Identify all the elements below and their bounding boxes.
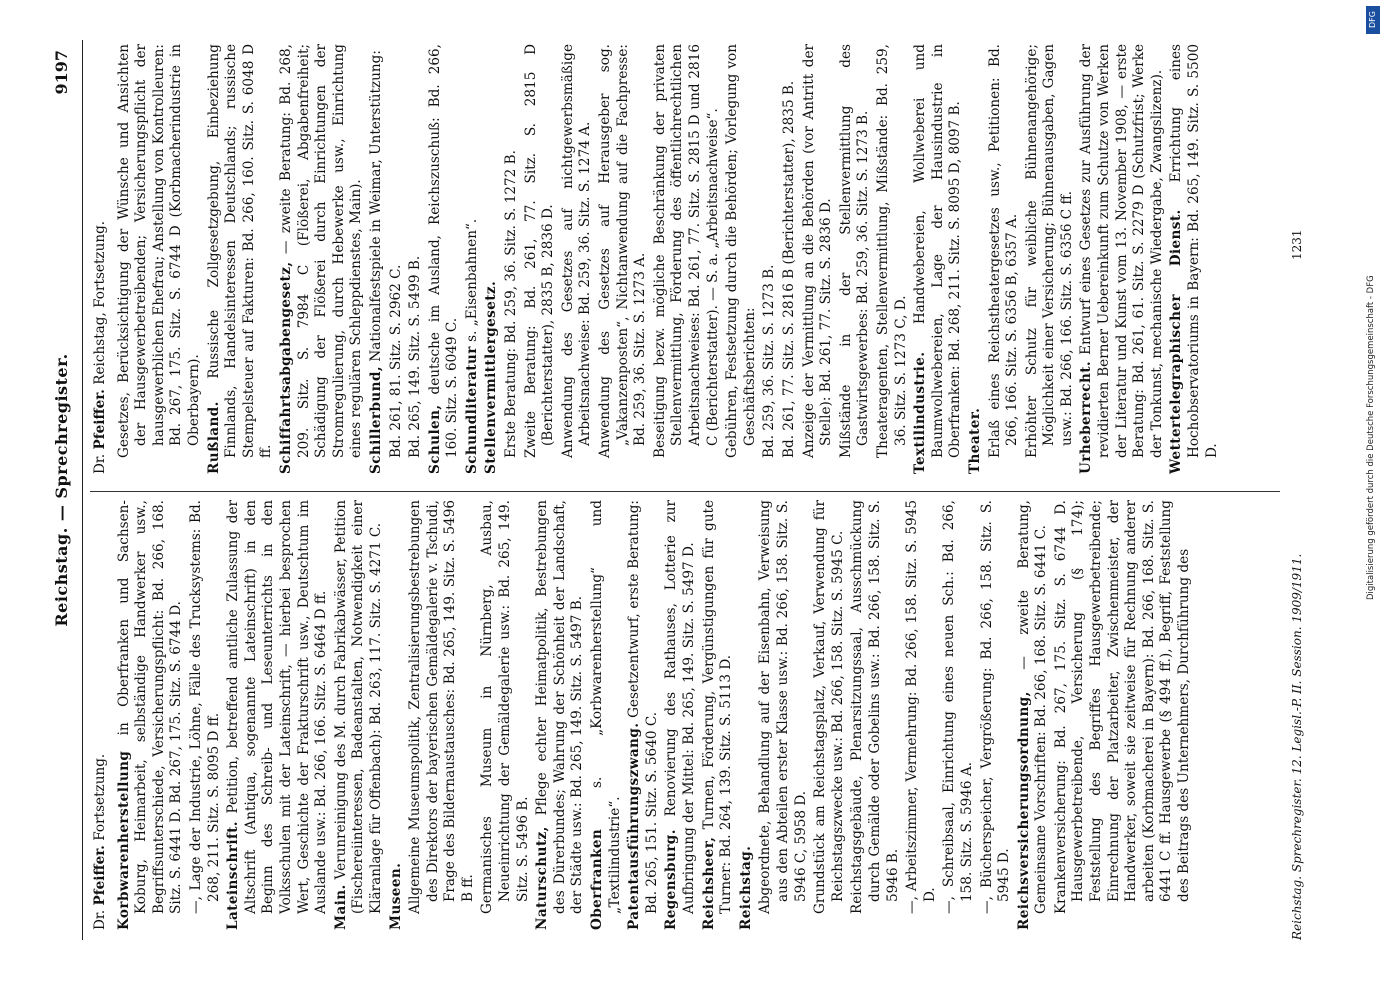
- entry-text: in Oberfranken und Sachsen-Koburg, Heimarbeit, selbständige Handwerker usw., Begriffsunterschiede, Versicherungspflicht: Bd. 266, 168. Sitz. S. 6441 D. Bd. 267, 175. Sitz. S. 6744 D.: [115, 500, 185, 914]
- continuation-label: Reichstag, Fortsetzung.: [92, 220, 108, 385]
- entry-keyword: Textilindustrie.: [912, 351, 929, 474]
- entry-text: Erste Beratung: Bd. 259, 36. Sitz. S. 1272 B.: [503, 150, 520, 458]
- index-entry: [967, 44, 985, 474]
- entry-keyword: Reichstag.: [737, 845, 754, 930]
- index-entry: [597, 44, 650, 474]
- entry-text: Nationalfestspiele in Weimar, Unterstützung:: [367, 50, 384, 366]
- entry-text: Anwendung des Gesetzes auf Herausgeber sog. „Vakanzenposten“, Nichtanwendung auf die Fachpresse: Bd. 259, 36. Sitz. S. 1273 A.: [597, 44, 649, 458]
- index-entry: [838, 44, 873, 474]
- index-entry: [407, 44, 425, 474]
- entry-keyword: Museen.: [387, 862, 404, 930]
- index-entry: [757, 500, 810, 930]
- entry-keyword: Wettertelegraphischer Dienst.: [1168, 209, 1185, 474]
- entry-keyword: Patentausführungszwang.: [626, 722, 643, 930]
- page-number: 9197: [52, 50, 71, 95]
- entry-keyword: Theater.: [966, 407, 983, 474]
- entry-text: Pflege echter Heimatpolitik, Bestrebungen des Dürerbundes; Wahrung der Schönheit der Landschaft, der Städte usw.: Bd. 265, 149. Sitz. S. 5497 B.: [534, 500, 586, 914]
- left-entry-list: [116, 500, 1194, 930]
- entry-text: Gebühren, Festsetzung durch die Behörden; Vorlegung von Geschäftsberichten:: [724, 44, 758, 458]
- entry-text: —, Lage der Industrie, Löhne, Fälle des Trucksystems: Bd. 268, 211. Sitz. S. 8095 D ff.: [187, 500, 222, 914]
- index-entry: [724, 44, 759, 474]
- right-column: [92, 44, 1223, 474]
- index-entry: [333, 500, 386, 930]
- entry-text: Russische Zollgesetzgebung, Einbeziehung Finnlands, Handelsinteressen Deutschlands; russische Stempelsteuer auf Fakturen: Bd. 266, 160. Sitz. S. 6048 D ff.: [205, 44, 275, 458]
- entry-text: Verunreinigung des M. durch Fabrikabwässer, Petition (Fischereiinteressen, Badeanstalten, Notwendigkeit einer Kläranlage für Offenbach): Bd. 263, 117. Sitz. S. 4271 C.: [332, 500, 384, 914]
- index-entry: [503, 44, 521, 474]
- right-entry-list: [116, 44, 1222, 474]
- index-entry: [479, 500, 532, 930]
- entry-text: Mißstände in der Stellenvermittlung des Gastwirtsgewerbes: Bd. 259, 36. Sitz. S. 1273 B.: [837, 44, 872, 458]
- entry-keyword: Korbwarenherstellung: [115, 750, 132, 930]
- entry-text: s. „Korbwarenherstellung“ und „Textilindustrie“.: [589, 500, 623, 914]
- index-entry: [116, 500, 186, 930]
- entry-text: — zweite Beratung, Gemeinsame Vorschriften: Bd. 266, 168. Sitz. S. 6441 C.: [1015, 500, 1050, 914]
- entry-keyword: Rußland.: [205, 401, 222, 474]
- entry-text: Allgemeine Museumspolitik, Zentralisierungsbestrebungen des Direktors der bayerischen Gemäldegalerie v. Tschudi, Frage des Bildernaustausches: Bd. 265, 149. Sitz. S. 5496 B ff.: [407, 500, 476, 914]
- entry-text: Bd. 261, 77. Sitz. S. 2816 B (Berichterstatter), 2835 B.: [780, 80, 797, 458]
- column-divider: [90, 491, 1280, 492]
- index-entry: [1024, 44, 1077, 474]
- entry-keyword: Urheberrecht.: [1078, 360, 1095, 474]
- index-entry: [812, 500, 847, 930]
- entry-keyword: Naturschutz,: [534, 826, 551, 930]
- entry-text: Erhöhter Schutz für weibliche Bühnenangehörige; Möglichkeit einer Versicherung; Bühnenausgaben, Gagen usw.: Bd. 266, 166. Sitz. S. 6356 C ff.: [1023, 44, 1075, 458]
- entry-text: deutsche im Ausland, Reichszuschuß: Bd. 266, 160. Sitz. S. 6049 C.: [426, 44, 461, 458]
- dfg-logo: DFG: [1366, 6, 1380, 34]
- entry-keyword: Schundliteratur: [463, 346, 480, 474]
- entry-keyword: Schulen,: [426, 404, 443, 474]
- entry-text: Abgeordnete, Behandlung auf der Eisenbahn, Verweisung aus den Abteilen erster Klasse usw.: Bd. 266, 158. Sitz. S. 5946 C, 5958 D.: [757, 500, 809, 914]
- entry-text: Zweite Beratung: Bd. 261, 77. Sitz. S. 2815 D (Berichterstatter), 2835 B, 2836 D.: [522, 44, 557, 458]
- entry-text: —, Schreibsaal, Einrichtung eines neuen Sch.: Bd. 266, 158. Sitz. S. 5946 A.: [941, 500, 975, 914]
- entry-text: Germanisches Museum in Nürnberg, Ausbau, Neueinrichtung der Gemäldegalerie usw.: Bd. 265, 149. Sitz. S. 5496 B.: [479, 500, 531, 914]
- index-entry: [652, 44, 722, 474]
- index-entry: [701, 500, 736, 930]
- page-header: [52, 40, 78, 940]
- index-entry: [941, 500, 976, 930]
- entry-keyword: Lateinschrift.: [225, 821, 242, 930]
- entry-text: s. „Eisenbahnen“.: [463, 218, 480, 347]
- entry-text: Turnen, Förderung, Vergünstigungen für gute Turner: Bd. 264, 139. Sitz. S. 5113 D.: [700, 500, 735, 914]
- left-column-head: [92, 500, 110, 930]
- index-entry: [761, 44, 779, 474]
- entry-text: Theateragenten, Stellenvermittlung, Mißstände: Bd. 259, 36. Sitz. S. 1273 C, D.: [874, 44, 909, 458]
- entry-text: —, Bücherspeicher, Vergrößerung: Bd. 266, 158. Sitz. S. 5945 D.: [978, 500, 1013, 914]
- index-entry: [368, 44, 386, 474]
- digitization-credit: Digitalisierung gefördert durch die Deutsche Forschungsgemeinschaft - DFG: [1366, 275, 1376, 600]
- entry-text: Krankenversicherung: Bd. 267, 175. Sitz. S. 6744 D. Hausgewerbetreibende, Versicherung (§ 174); Feststellung des Begriffes Hausgewerbetreibende; Einrechnung der Platzarbeiter, Zwischenmeister, der Handwerker, soweit sie zeitweise für Rechnung anderer arbeiten (Korbmacherei in Bayern): Bd. 266, 168. Sitz. S. 6441 C ff. Hausgewerbe (§ 494 ff.), Begriff, Feststellung des Beitrags des Unternehmers, Durchführung des: [1052, 500, 1193, 914]
- index-entry: [278, 44, 366, 474]
- entry-text: Erlaß eines Reichstheatergesetzes usw., Petitionen: Bd. 266, 166. Sitz. S. 6356 B, 6357 A.: [986, 44, 1021, 458]
- index-entry: [206, 44, 276, 474]
- index-entry: [427, 44, 462, 474]
- entry-text: Grundstück am Reichstagsplatz, Verkauf, Verwendung für Reichstagszwecke usw.: Bd. 266, 158. Sitz. S. 5945 C.: [812, 500, 846, 914]
- index-entry: [464, 44, 482, 474]
- entry-text: Petition, betreffend amtliche Zulassung der Altschrift (Antiqua, sogenannte Lateinschrift) in den Beginn des Schreib- und Leseunterrichts in den Volksschulen mit der Lateinschrift, — hierbei besprochen Wert, Geschichte der Frakturschrift usw., Deutschtum im Auslande usw.: Bd. 266, 166. Sitz. S. 6464 D ff.: [225, 500, 330, 914]
- index-entry: [904, 500, 939, 930]
- entry-keyword: Reichsheer,: [700, 836, 717, 930]
- index-entry: [1078, 44, 1166, 474]
- speaker-title: Dr.: [92, 909, 108, 930]
- entry-keyword: Stellenvermittlergesetz.: [483, 280, 500, 474]
- running-title: Reichstag. — Sprechregister.: [52, 353, 71, 627]
- entry-keyword: Schiffahrtsabgabengesetz,: [277, 261, 294, 474]
- speaker-name: Pfeiffer.: [92, 389, 108, 450]
- index-entry: [849, 500, 902, 930]
- index-entry: [407, 500, 477, 930]
- index-entry: [626, 500, 661, 930]
- continuation-label: Fortsetzung.: [92, 753, 108, 841]
- entry-keyword: Main.: [332, 884, 349, 930]
- entry-text: Bd. 259, 36. Sitz. S. 1273 B.: [761, 264, 778, 458]
- right-column-head: [92, 44, 110, 474]
- entry-text: Beseitigung bezw. mögliche Beschränkung der privaten Stellenvermittlung, Förderung des öffentlichrechtlichen Arbeitsnachweises: Bd. 261, 77. Sitz. S. 2815 D und 2816 C (Berichterstatter). — S. a. „Arbeitsnachweise“.: [651, 44, 721, 458]
- entry-text: — zweite Beratung: Bd. 268, 209. Sitz. S. 7984 C (Flößerei, Abgabenfreiheit; Schädigung der Flößerei durch Einrichtungen der Stromregulierung, durch Hebewerke usw., Einrichtung eines regulären Schleppdienstes, Main).: [277, 44, 365, 458]
- index-entry: [987, 44, 1022, 474]
- entry-text: Reichstagsgebäude, Plenarsitzungssaal, Ausschmückung durch Gemälde oder Gobelins usw.: Bd. 266, 158. Sitz. S. 5946 B.: [849, 500, 901, 914]
- index-entry: [589, 500, 624, 930]
- index-entry: [1168, 44, 1221, 474]
- entry-keyword: Reichsversicherungsordnung,: [1015, 691, 1032, 930]
- left-column: [92, 500, 1196, 930]
- entry-text: Entwurf eines Gesetzes zur Ausführung der revidierten Berner Uebereinkunft zum Schutze von Werken der Literatur und Kunst vom 13. November 1908, — erste Beratung: Bd. 261, 61. Sitz. S. 2279 D (Schutzfrist; Werke der Tonkunst, mechanische Wiedergabe, Zwangslizenz).: [1078, 44, 1165, 458]
- index-entry: [188, 500, 223, 930]
- entry-keyword: Oberfranken: [589, 828, 606, 930]
- index-entry: [663, 500, 698, 930]
- index-entry: [560, 44, 595, 474]
- index-entry: [534, 500, 587, 930]
- index-entry: [875, 44, 910, 474]
- entry-text: Anwendung des Gesetzes auf nichtgewerbsmäßige Arbeitsnachweise: Bd. 259, 36. Sitz. S. 1274 A.: [559, 44, 594, 458]
- index-entry: [912, 44, 965, 474]
- index-entry: [388, 500, 406, 930]
- speaker-title: Dr.: [92, 453, 108, 474]
- index-entry: [979, 500, 1014, 930]
- speaker-name: Pfeiffer.: [92, 845, 108, 906]
- entry-text: Handwebereien, Wollweberei und Baumwollwebereien, Lage der Hausindustrie in Oberfranken: Bd. 268, 211. Sitz. S. 8095 D, 8097 B.: [912, 44, 964, 458]
- entry-keyword: Schillerbund,: [367, 366, 384, 474]
- index-entry: [116, 44, 204, 474]
- index-entry: [523, 44, 558, 474]
- entry-text: Errichtung eines Hochobservatoriums in Bayern: Bd. 265, 149. Sitz. S. 5500 D.: [1168, 44, 1220, 458]
- index-entry: [483, 44, 501, 474]
- index-entry: [1053, 500, 1194, 930]
- entry-text: Anzeige der Vermittlung an die Behörden (vor Antritt der Stelle): Bd. 261, 77. Sitz. S. 2836 D.: [800, 44, 835, 458]
- index-entry: [225, 500, 331, 930]
- entry-text: Bd. 265, 149. Sitz. S. 5499 B.: [407, 255, 424, 458]
- index-entry: [781, 44, 799, 474]
- index-entry: [801, 44, 836, 474]
- entry-text: Renovierung des Rathauses, Lotterie zur Aufbringung der Mittel: Bd. 265, 149. Sitz. S. 5497 D.: [663, 500, 697, 914]
- entry-keyword: Regensburg.: [663, 829, 680, 930]
- entry-text: Gesetzentwurf, erste Beratung: Bd. 265, 151. Sitz. S. 5640 C.: [626, 500, 660, 914]
- entry-text: —, Arbeitszimmer, Vermehrung: Bd. 266, 158. Sitz. S. 5945 D.: [904, 500, 938, 914]
- header-rule: [82, 40, 83, 940]
- index-entry: [738, 500, 756, 930]
- page-footer: Reichstag. Sprechregister. 12. Legisl.-P. II. Session. 1909/1911.: [1290, 553, 1304, 940]
- index-entry: [388, 44, 406, 474]
- entry-text: Gesetzes, Berücksichtigung der Wünsche und Ansichten der Hausgewerbetreibenden; Versicherungspflicht der hausgewerblichen Ehefrau; Anstellung von Kontrolleuren: Bd. 267, 175. Sitz. S. 6744 D (Korbmacherindustrie in Oberbayern).: [115, 44, 202, 458]
- signature-number: 1231: [1290, 229, 1304, 260]
- entry-text: Bd. 261, 81. Sitz. S. 2962 C.: [387, 264, 404, 458]
- index-entry: [1016, 500, 1051, 930]
